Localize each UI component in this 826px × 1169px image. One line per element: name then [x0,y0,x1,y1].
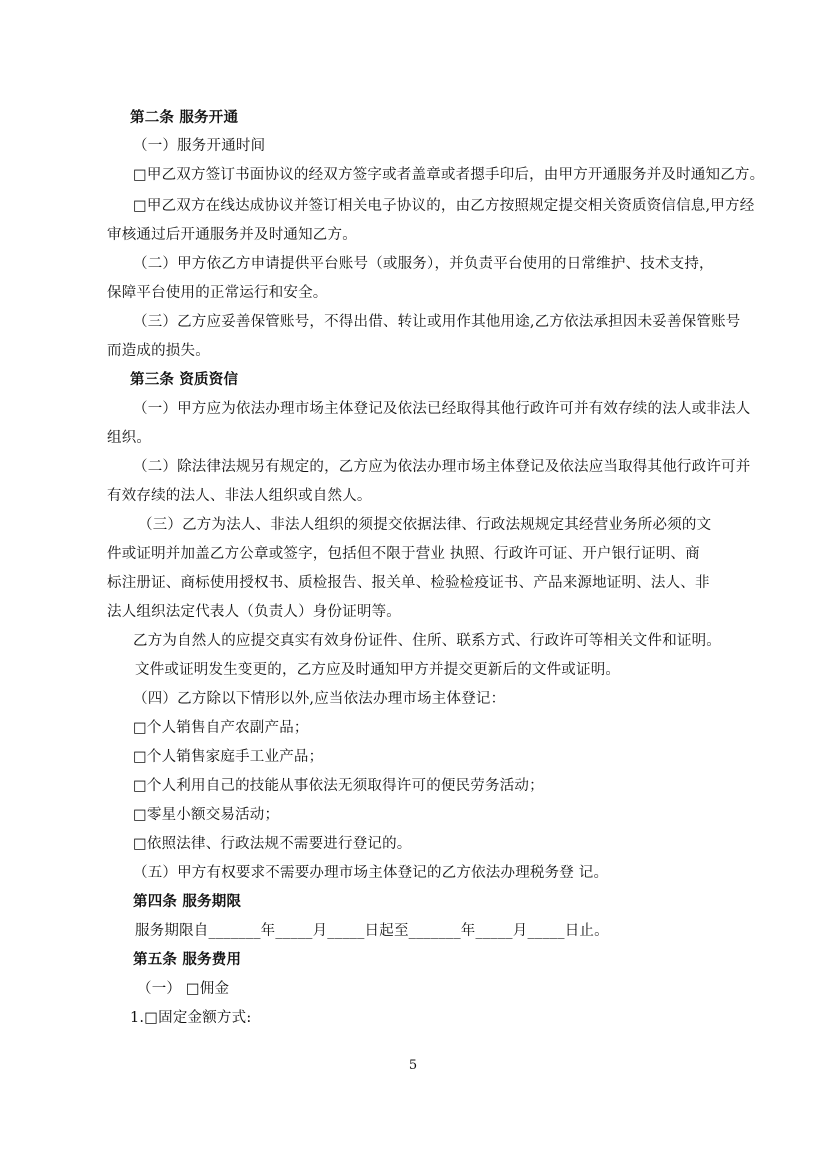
article-2-option-2-line-1: □甲乙双方在线达成协议并签订相关电子协议的，由乙方按照规定提交相关资质资信信息,甲方经 [133,198,755,214]
article-3-section-5: （五）甲方有权要求不需要办理市场主体登记的乙方依法办理税务登 记。 [133,865,609,881]
page-number: 5 [408,1058,418,1073]
article-3-section-4-title: （四）乙方除以下情形以外,应当依法办理市场主体登记： [133,691,506,707]
checkbox-option: □个人销售自产农副产品； [133,720,309,736]
article-2-section-2-line-1: （二）甲方依乙方申请提供平台账号（或服务），并负责平台使用的日常维护、技术支持， [133,256,714,272]
article-3-heading: 第三条 资质资信 [130,372,239,388]
commission-option: （一） □佣金 [137,981,230,997]
article-2-section-3-line-1: （三）乙方应妥善保管账号，不得出借、转让或用作其他用途,乙方依法承担因未妥善保管账号 [133,314,741,330]
checkbox-option: □个人销售家庭手工业产品； [133,749,324,765]
article-3-section-3-line-4: 法人组织法定代表人（负责人）身份证明等。 [107,604,401,620]
article-2-section-1-title: （一）服务开通时间 [133,138,266,154]
article-3-section-1-line-1: （一）甲方应为依法办理市场主体登记及依法已经取得其他行政许可并有效存续的法人或非法人 [133,401,751,417]
article-3-section-2-line-2: 有效存续的法人、非法人组织或自然人。 [107,488,372,504]
article-3-change-notice: 文件或证明发生变更的，乙方应及时通知甲方并提交更新后的文件或证明。 [135,662,621,678]
article-3-section-1-line-2: 组织。 [107,430,152,446]
service-term-line: 服务期限自_______年_____月_____日起至_______年_____月_____日止。 [135,923,609,939]
article-2-option-2-line-2: 审核通过后开通服务并及时通知乙方。 [107,227,357,243]
article-3-section-3-line-3: 标注册证、商标使用授权书、质检报告、报关单、检验检疫证书、产品来源地证明、法人、非 [107,575,710,591]
fixed-amount-option: 1.□固定金额方式: [130,1010,252,1026]
article-3-section-2-line-1: （二）除法律法规另有规定的，乙方应为依法办理市场主体登记及依法应当取得其他行政许可并 [133,459,751,475]
article-3-natural-person-requirement: 乙方为自然人的应提交真实有效身份证件、住所、联系方式、行政许可等相关文件和证明。 [133,633,721,649]
article-3-section-3-line-1: （三）乙方为法人、非法人组织的须提交依据法律、行政法规规定其经营业务所必须的文 [138,517,712,533]
checkbox-option: □个人利用自己的技能从事依法无须取得许可的便民劳务活动； [133,778,544,794]
article-2-section-3-line-2: 而造成的损失。 [107,343,210,359]
article-2-section-2-line-2: 保障平台使用的正常运行和安全。 [107,285,328,301]
article-4-heading: 第四条 服务期限 [133,894,242,910]
checkbox-option: □依照法律、行政法规不需要进行登记的。 [133,836,412,852]
article-3-section-3-line-2: 件或证明并加盖乙方公章或签字，包括但不限于营业 执照、行政许可证、开户银行证明、商 [107,546,700,562]
article-5-heading: 第五条 服务费用 [133,952,242,968]
checkbox-option: □零星小额交易活动； [133,807,280,823]
article-2-heading: 第二条 服务开通 [130,110,239,126]
article-2-option-1: □甲乙双方签订书面协议的经双方签字或者盖章或者摁手印后，由甲方开通服务并及时通知乙方。 [133,167,765,183]
